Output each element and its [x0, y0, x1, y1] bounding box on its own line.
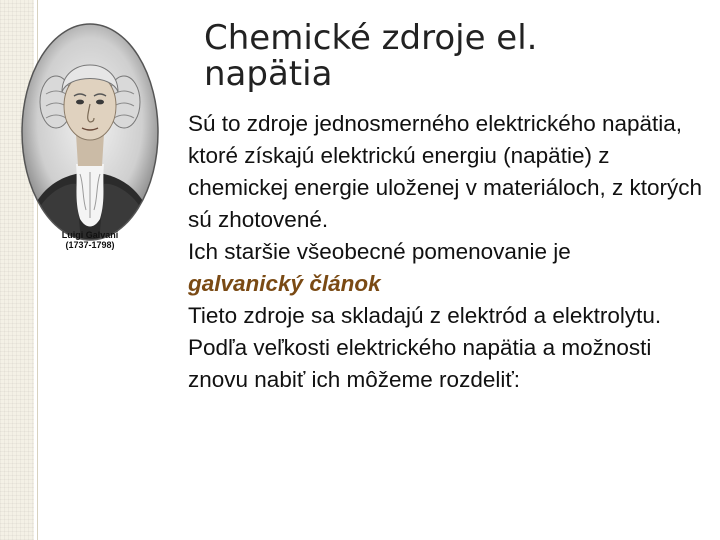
bullet-text: Tieto zdroje sa skladajú z elektród a elektrolytu.: [188, 303, 662, 328]
bullet-list: [168, 108, 712, 396]
portrait-caption-name: Luigi Galvani: [61, 230, 119, 240]
bullet-item: [168, 332, 712, 396]
portrait-caption-years: (1737-1798): [65, 240, 115, 250]
bullet-item: [168, 236, 712, 300]
bullet-text: Podľa veľkosti elektrického napätia a možnosti znovu nabiť ich môžeme rozdeliť:: [188, 335, 652, 392]
bullet-text: Ich staršie všeobecné pomenovanie je: [188, 239, 571, 264]
slide-title: Chemické zdroje el. napätia: [204, 18, 538, 94]
bullet-item: [168, 300, 712, 332]
bullet-text: Sú to zdroje jednosmerného elektrického napätia, ktoré získajú elektrickú energiu (napätie) z chemickej energie uloženej v materiáloch, z ktorých sú zhotovené.: [188, 111, 702, 232]
bullet-item: [168, 108, 712, 236]
bullet-emphasis: galvanický článok: [188, 271, 381, 296]
galvani-portrait: [16, 14, 164, 262]
